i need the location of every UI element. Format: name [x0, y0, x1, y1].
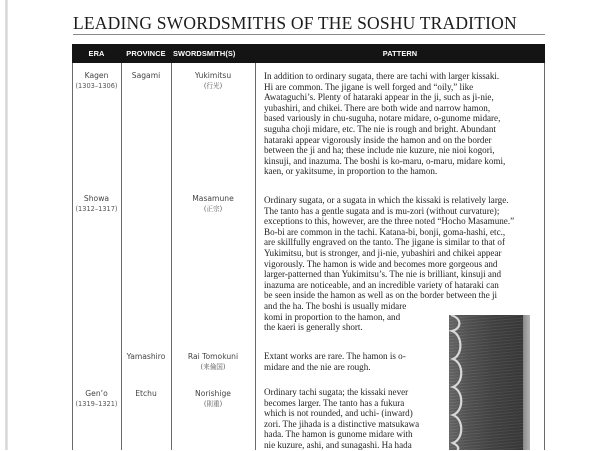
pattern-line: In addition to ordinary sugata, there are tachi with larger kissaki. [264, 71, 500, 81]
pattern-line: Awataguchi’s. Plenty of hataraki appear in the ji, such as ji-nie, [264, 92, 494, 103]
pattern-line: kaen, or yakitsume, in proportion to the hamon. [264, 166, 438, 177]
swordsmith-name: Norishige [195, 389, 231, 398]
pattern-line: vigorously. The hamon is wide and becomes more gorgeous and [264, 258, 498, 269]
swordsmith-name: Rai Tomokuni [187, 352, 239, 361]
pattern-line: Extant works are rare. The hamon is o- [264, 351, 406, 361]
swordsmith-name: Yukimitsu [194, 71, 232, 80]
pattern-line: suguha choji midare, etc. The nie is rough and bright. Abundant [264, 123, 496, 134]
header-province: PROVINCE [126, 49, 166, 58]
swordsmith-name: Masamune [192, 194, 234, 203]
pattern-line: exceptions to this, however, are the three noted “Hocho Masamune.” [264, 216, 515, 227]
pattern-line: are skillfully engraved on the tanto. The jigane is similar to that of [264, 237, 506, 248]
pattern-line: which is not rounded, and uchi- (inward) [264, 408, 413, 419]
pattern-line: Yukimitsu, but is stronger, and ji-nie, yubashiri and chikei appear [264, 247, 502, 258]
column-divider [544, 63, 545, 450]
era-name: Kagen [84, 71, 109, 80]
pattern-line: larger-patterned than Yukimitsu’s. The nie is brilliant, kinsuji and [264, 269, 502, 280]
pattern-line: inazuma are noticeable, and an incredible variety of hataraki can [264, 279, 499, 290]
swordsmith-kanji: (行光) [203, 82, 223, 90]
era-cell [72, 71, 121, 91]
pattern-line: zori. The jihada is a distinctive matsukawa [264, 418, 420, 429]
pattern-line: hada. The hamon is gunome midare with [264, 429, 413, 440]
pattern-line: Ordinary sugata, or a sugata in which the kissaki is relatively large. [264, 195, 509, 205]
page-title: LEADING SWORDSMITHS OF THE SOSHU TRADITION [73, 14, 545, 35]
header-swordsmith: SWORDSMITH(S) [173, 49, 236, 58]
era-name: Showa [83, 194, 110, 203]
pattern-line: Hi are common. The jigane is well forged and “oily,” like [264, 81, 474, 92]
province-cell: Sagami [131, 71, 161, 80]
swordsmith-cell [171, 194, 255, 214]
pattern-line: nie kuzure, ashi, and sunagashi. Ha hada [264, 439, 412, 450]
hamon-line-icon [449, 315, 530, 450]
pattern-cell [264, 71, 539, 177]
table-header [72, 44, 545, 63]
pattern-line: komi in proportion to the hamon, and [264, 311, 401, 322]
swordsmith-cell [171, 352, 255, 372]
column-divider [255, 63, 256, 450]
blade-back [523, 315, 530, 450]
sword-blade-photo [449, 315, 530, 450]
era-cell [72, 389, 121, 409]
era-name: Gen’o [85, 389, 108, 398]
pattern-line: becomes larger. The tanto has a fukura [264, 397, 405, 408]
swordsmith-kanji: (則重) [203, 400, 223, 408]
pattern-line: between the ji and ha; these include nie kuzure, nie nioi kogori, [264, 145, 495, 156]
swordsmith-cell [171, 71, 255, 91]
header-era: ERA [88, 49, 105, 58]
pattern-line: the kaeri is generally short. [264, 322, 363, 333]
pattern-line: be seen inside the hamon as well as on the border between the ji [264, 290, 498, 301]
province-cell: Etchu [135, 389, 157, 398]
era-years: (1303–1306) [75, 82, 118, 90]
pattern-line: Bo-bi are common in the tachi. Katana-bi, bonji, goma-hashi, etc., [264, 226, 506, 237]
pattern-line: Ordinary tachi sugata; the kissaki never [264, 387, 409, 397]
province-cell: Yamashiro [126, 352, 166, 361]
swordsmith-kanji: (正宗) [203, 205, 223, 213]
pattern-line: midare and the nie are rough. [264, 361, 371, 372]
pattern-line: kinsuji, and inazuma. The boshi is ko-maru, o-maru, midare komi, [264, 155, 506, 166]
era-cell [72, 194, 121, 214]
pattern-line: and the ha. The boshi is usually midare [264, 300, 407, 311]
pattern-line: hataraki appear vigorously inside the hamon and on the border [264, 134, 492, 145]
header-pattern: PATTERN [382, 49, 418, 58]
pattern-line: The tanto has a gentle sugata and is mu-zori (without curvature); [264, 205, 500, 216]
swordsmith-kanji: (来倫国) [200, 363, 226, 371]
swordsmith-cell [171, 389, 255, 409]
page-gutter [5, 0, 8, 450]
pattern-line: yubashiri, and chikei. There are both wide and narrow hamon, [264, 102, 491, 113]
era-years: (1319–1321) [75, 400, 118, 408]
pattern-line: based variously in chu-suguha, notare midare, o-gunome midare, [264, 113, 501, 124]
era-years: (1312–1317) [75, 205, 118, 213]
pattern-cell [264, 195, 539, 333]
